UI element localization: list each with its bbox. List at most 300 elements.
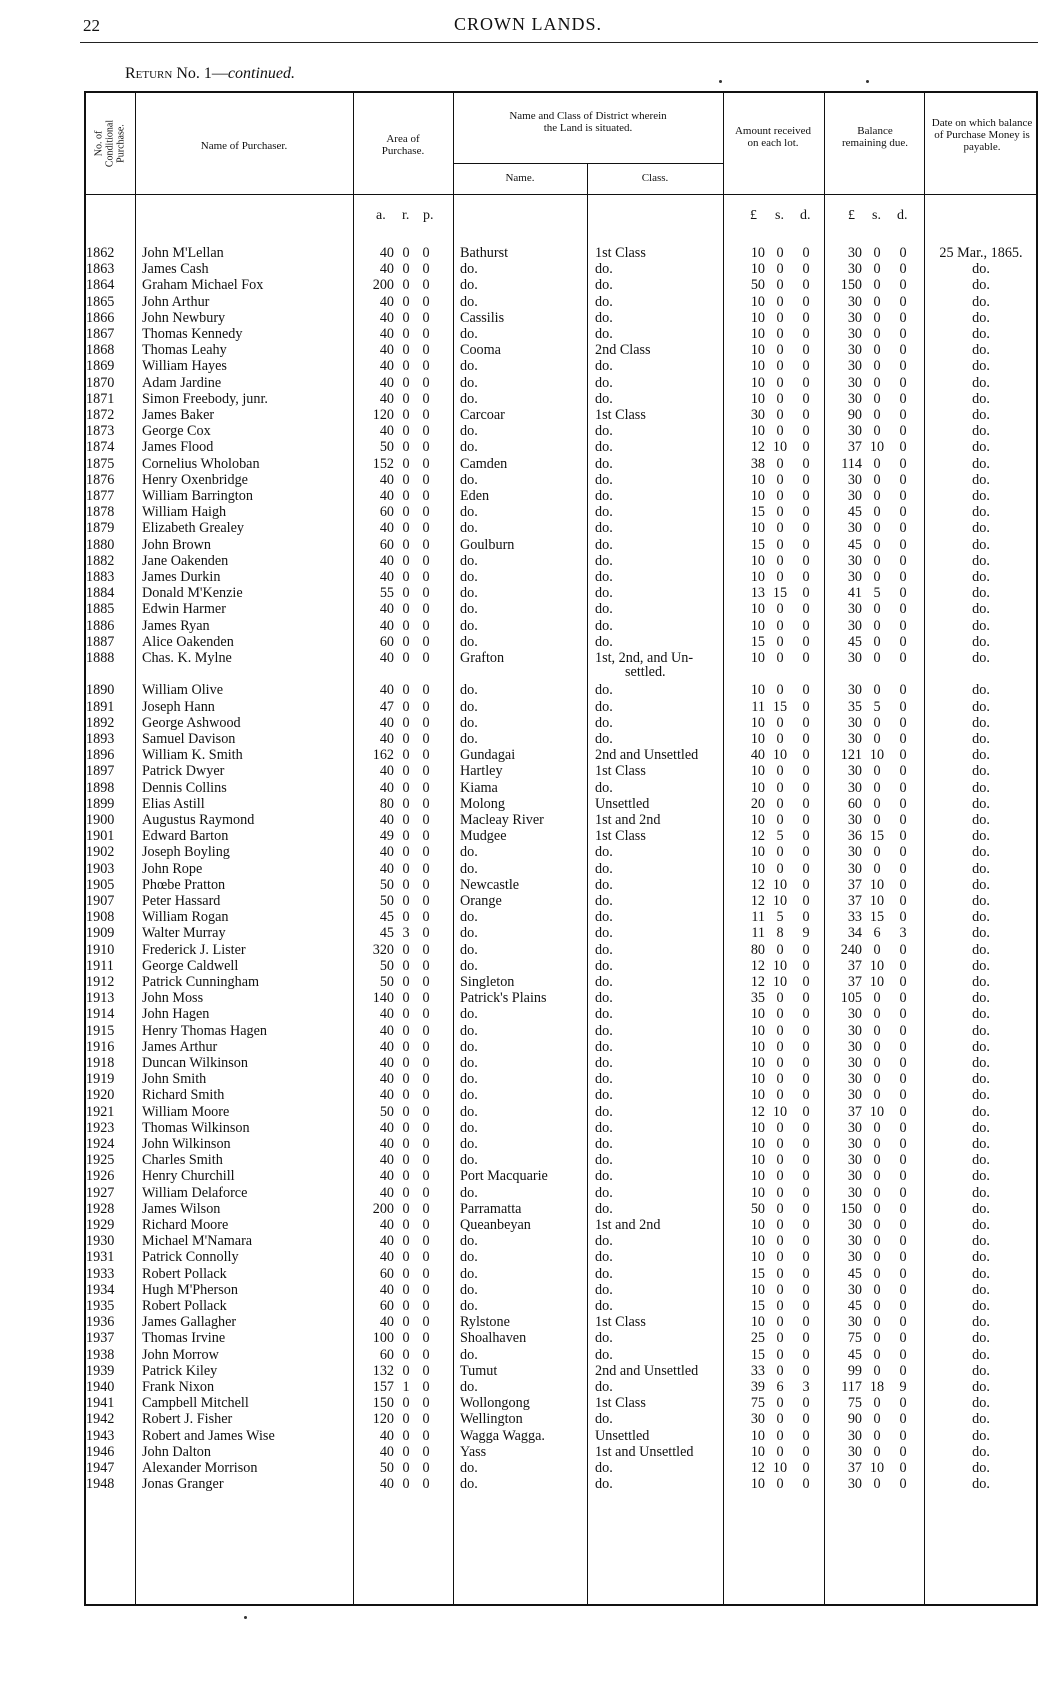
cell-name: Edward Barton xyxy=(142,828,229,845)
table-row xyxy=(0,504,1056,520)
cell-cls: do. xyxy=(595,1038,613,1055)
cell-a: 40 xyxy=(379,1152,394,1169)
cell-bl: 30 xyxy=(847,1136,862,1152)
cell-bl: 30 xyxy=(847,1152,862,1169)
cell-ad: 0 xyxy=(802,1152,810,1169)
cell-no: 1892 xyxy=(86,714,115,731)
cell-no: 1873 xyxy=(86,423,115,440)
cell-p: 0 xyxy=(422,1055,430,1071)
cell-ad: 0 xyxy=(802,1087,810,1104)
cell-bs: 0 xyxy=(873,1411,881,1428)
cell-as: 0 xyxy=(776,1346,784,1363)
cell-bl: 37 xyxy=(847,1460,862,1476)
cell-al: 10 xyxy=(750,1119,765,1136)
cell-bs: 0 xyxy=(873,812,881,828)
cell-dist: do. xyxy=(460,504,478,521)
cell-al: 33 xyxy=(750,1362,765,1379)
cell-al: 10 xyxy=(750,245,765,261)
cell-as: 0 xyxy=(776,990,784,1007)
cell-as: 0 xyxy=(776,1476,784,1493)
cell-no: 1923 xyxy=(86,1119,115,1136)
cell-p: 0 xyxy=(422,714,430,731)
cell-a: 40 xyxy=(379,1443,394,1460)
cell-no: 1902 xyxy=(86,844,115,861)
cell-r: 0 xyxy=(402,893,410,909)
table-row xyxy=(0,1006,1056,1022)
table-row xyxy=(0,844,1056,860)
cell-bd: 0 xyxy=(899,342,907,359)
cell-ad: 0 xyxy=(802,423,810,440)
cell-as: 0 xyxy=(776,1281,784,1298)
table-row xyxy=(0,1136,1056,1152)
cell-p: 0 xyxy=(422,1330,430,1347)
cell-no: 1913 xyxy=(86,990,115,1007)
cell-bd: 9 xyxy=(899,1379,907,1395)
cell-bl: 35 xyxy=(847,698,862,715)
cell-a: 40 xyxy=(379,617,394,634)
cell-dist: do. xyxy=(460,1379,478,1395)
cell-r: 0 xyxy=(402,617,410,634)
table-row xyxy=(0,294,1056,310)
cell-date: do. xyxy=(972,1265,990,1282)
cell-no: 1935 xyxy=(86,1298,115,1314)
cell-cls: do. xyxy=(595,326,613,342)
cell-dist: do. xyxy=(460,1281,478,1298)
cell-bd: 0 xyxy=(899,374,907,391)
cell-dist: do. xyxy=(460,957,478,974)
cell-r: 0 xyxy=(402,374,410,391)
cell-p: 0 xyxy=(422,747,430,764)
cell-r: 0 xyxy=(402,439,410,456)
cell-r: 0 xyxy=(402,1006,410,1023)
cell-a: 40 xyxy=(379,844,394,861)
table-row xyxy=(0,1152,1056,1168)
cell-as: 0 xyxy=(776,1411,784,1428)
cell-date: do. xyxy=(972,374,990,391)
cell-dist: Rylstone xyxy=(460,1314,510,1331)
cell-as: 0 xyxy=(776,1022,784,1039)
cell-date: do. xyxy=(972,536,990,553)
cell-ad: 0 xyxy=(802,342,810,359)
cell-ad: 0 xyxy=(802,585,810,602)
table-row xyxy=(0,812,1056,828)
cell-al: 15 xyxy=(750,536,765,553)
cell-al: 30 xyxy=(750,1411,765,1428)
cell-bl: 30 xyxy=(847,326,862,342)
cell-ad: 0 xyxy=(802,504,810,521)
cell-bs: 0 xyxy=(873,552,881,569)
unit-pound-received: £ xyxy=(750,208,757,223)
cell-cls: do. xyxy=(595,1379,613,1395)
cell-bl: 30 xyxy=(847,471,862,488)
cell-dist: Grafton xyxy=(460,650,505,666)
cell-date: do. xyxy=(972,1379,990,1395)
cell-ad: 0 xyxy=(802,844,810,861)
cell-bl: 36 xyxy=(847,828,862,845)
cell-a: 60 xyxy=(379,1346,394,1363)
cell-r: 0 xyxy=(402,390,410,407)
cell-no: 1915 xyxy=(86,1022,115,1039)
cell-name: Patrick Dwyer xyxy=(142,763,225,780)
cell-r: 0 xyxy=(402,504,410,521)
header-name: Name of Purchaser. xyxy=(200,140,288,152)
cell-r: 0 xyxy=(402,1103,410,1120)
cell-no: 1888 xyxy=(86,650,115,666)
cell-bd: 0 xyxy=(899,763,907,780)
table-row xyxy=(0,1201,1056,1217)
cell-date: do. xyxy=(972,731,990,747)
cell-date: do. xyxy=(972,779,990,796)
cell-bd: 0 xyxy=(899,812,907,828)
cell-p: 0 xyxy=(422,1233,430,1250)
cell-name: Robert and James Wise xyxy=(142,1427,275,1444)
cell-no: 1931 xyxy=(86,1249,115,1266)
cell-a: 45 xyxy=(379,925,394,942)
cell-date: do. xyxy=(972,601,990,618)
cell-name: James Wilson xyxy=(142,1200,221,1217)
cell-al: 50 xyxy=(750,277,765,294)
table-row xyxy=(0,1363,1056,1379)
cell-bd: 0 xyxy=(899,714,907,731)
cell-p: 0 xyxy=(422,941,430,958)
cell-bd: 0 xyxy=(899,650,907,666)
cell-ad: 0 xyxy=(802,860,810,877)
cell-dist: do. xyxy=(460,261,478,278)
cell-dist: do. xyxy=(460,1298,478,1314)
cell-as: 0 xyxy=(776,1168,784,1185)
cell-no: 1880 xyxy=(86,536,115,553)
cell-r: 0 xyxy=(402,1055,410,1071)
cell-p: 0 xyxy=(422,326,430,342)
cell-r: 0 xyxy=(402,569,410,585)
cell-bd: 3 xyxy=(899,925,907,942)
cell-r: 0 xyxy=(402,795,410,812)
table-row xyxy=(0,1476,1056,1492)
cell-bd: 0 xyxy=(899,633,907,650)
cell-cls: do. xyxy=(595,374,613,391)
table-row xyxy=(0,342,1056,358)
cell-bl: 45 xyxy=(847,633,862,650)
cell-r: 0 xyxy=(402,779,410,796)
cell-p: 0 xyxy=(422,1136,430,1152)
cell-bl: 37 xyxy=(847,876,862,893)
cell-cls: do. xyxy=(595,423,613,440)
cell-al: 10 xyxy=(750,1443,765,1460)
cell-r: 0 xyxy=(402,1184,410,1201)
cell-p: 0 xyxy=(422,876,430,893)
cell-al: 10 xyxy=(750,731,765,747)
cell-name: William Olive xyxy=(142,682,223,699)
cell-date: do. xyxy=(972,277,990,294)
cell-p: 0 xyxy=(422,439,430,456)
cell-p: 0 xyxy=(422,1379,430,1395)
cell-p: 0 xyxy=(422,342,430,359)
cell-ad: 0 xyxy=(802,1298,810,1314)
cell-as: 0 xyxy=(776,569,784,585)
cell-p: 0 xyxy=(422,682,430,699)
cell-a: 40 xyxy=(379,471,394,488)
table-row xyxy=(0,1428,1056,1444)
cell-al: 10 xyxy=(750,860,765,877)
cell-r: 0 xyxy=(402,650,410,666)
cell-dist: do. xyxy=(460,601,478,618)
cell-al: 38 xyxy=(750,455,765,472)
cell-dist: do. xyxy=(460,1346,478,1363)
table-row xyxy=(0,1168,1056,1184)
class-continuation: settled. xyxy=(625,664,666,680)
cell-bs: 0 xyxy=(873,423,881,440)
cell-al: 30 xyxy=(750,407,765,423)
cell-cls: do. xyxy=(595,1119,613,1136)
cell-date: do. xyxy=(972,633,990,650)
cell-bd: 0 xyxy=(899,1330,907,1347)
cell-r: 3 xyxy=(402,925,410,942)
header-district-name: Name. xyxy=(505,172,535,184)
cell-date: 25 Mar., 1865. xyxy=(939,245,1023,261)
cell-no: 1863 xyxy=(86,261,115,278)
cell-name: John Dalton xyxy=(142,1443,211,1460)
cell-dist: do. xyxy=(460,471,478,488)
cell-r: 0 xyxy=(402,1395,410,1412)
cell-ad: 0 xyxy=(802,488,810,504)
cell-date: do. xyxy=(972,1249,990,1266)
cell-bs: 0 xyxy=(873,1217,881,1233)
cell-name: Walter Murray xyxy=(142,925,226,942)
cell-al: 50 xyxy=(750,1200,765,1217)
cell-date: do. xyxy=(972,1103,990,1120)
cell-ad: 0 xyxy=(802,957,810,974)
cell-no: 1946 xyxy=(86,1443,115,1460)
cell-al: 10 xyxy=(750,358,765,375)
table-row xyxy=(0,1071,1056,1087)
cell-cls: do. xyxy=(595,1071,613,1088)
cell-date: do. xyxy=(972,1411,990,1428)
cell-p: 0 xyxy=(422,1168,430,1185)
cell-dist: do. xyxy=(460,1022,478,1039)
cell-name: John Brown xyxy=(142,536,211,553)
cell-cls: do. xyxy=(595,1006,613,1023)
cell-bl: 30 xyxy=(847,731,862,747)
cell-a: 40 xyxy=(379,1071,394,1088)
cell-bd: 0 xyxy=(899,731,907,747)
cell-as: 10 xyxy=(772,439,788,456)
cell-al: 40 xyxy=(750,747,765,764)
cell-al: 12 xyxy=(750,957,765,974)
cell-a: 40 xyxy=(379,714,394,731)
cell-al: 10 xyxy=(750,1152,765,1169)
cell-bs: 0 xyxy=(873,1038,881,1055)
cell-as: 10 xyxy=(772,974,788,990)
cell-cls: do. xyxy=(595,390,613,407)
cell-cls: do. xyxy=(595,1055,613,1071)
cell-ad: 0 xyxy=(802,747,810,764)
table-row xyxy=(0,1282,1056,1298)
cell-bl: 30 xyxy=(847,520,862,537)
table-row xyxy=(0,277,1056,293)
cell-date: do. xyxy=(972,1233,990,1250)
table-row xyxy=(0,391,1056,407)
cell-al: 10 xyxy=(750,374,765,391)
table-row xyxy=(0,537,1056,553)
cell-as: 0 xyxy=(776,1298,784,1314)
cell-name: Joseph Hann xyxy=(142,698,215,715)
cell-name: Augustus Raymond xyxy=(142,812,255,828)
cell-name: Alice Oakenden xyxy=(142,633,234,650)
cell-r: 0 xyxy=(402,860,410,877)
cell-no: 1924 xyxy=(86,1136,115,1152)
cell-bs: 10 xyxy=(869,439,885,456)
cell-name: Henry Churchill xyxy=(142,1168,235,1185)
cell-as: 10 xyxy=(772,1103,788,1120)
cell-p: 0 xyxy=(422,1071,430,1088)
cell-ad: 0 xyxy=(802,390,810,407)
cell-dist: do. xyxy=(460,374,478,391)
cell-r: 0 xyxy=(402,1281,410,1298)
cell-bs: 0 xyxy=(873,342,881,359)
unit-acres: a. xyxy=(376,208,386,223)
cell-ad: 0 xyxy=(802,552,810,569)
cell-al: 10 xyxy=(750,617,765,634)
cell-ad: 0 xyxy=(802,1265,810,1282)
cell-bd: 0 xyxy=(899,455,907,472)
table-row xyxy=(0,1233,1056,1249)
cell-p: 0 xyxy=(422,1314,430,1331)
cell-bs: 0 xyxy=(873,779,881,796)
cell-no: 1910 xyxy=(86,941,115,958)
cell-no: 1887 xyxy=(86,633,115,650)
cell-al: 20 xyxy=(750,795,765,812)
cell-ad: 0 xyxy=(802,909,810,926)
cell-cls: do. xyxy=(595,1136,613,1152)
cell-name: Patrick Connolly xyxy=(142,1249,239,1266)
cell-p: 0 xyxy=(422,860,430,877)
cell-a: 40 xyxy=(379,1281,394,1298)
cell-p: 0 xyxy=(422,520,430,537)
cell-as: 0 xyxy=(776,844,784,861)
table-row xyxy=(0,553,1056,569)
cell-name: George Ashwood xyxy=(142,714,241,731)
cell-p: 0 xyxy=(422,990,430,1007)
cell-r: 0 xyxy=(402,552,410,569)
cell-al: 10 xyxy=(750,1184,765,1201)
cell-dist: Singleton xyxy=(460,974,515,990)
cell-a: 80 xyxy=(379,795,394,812)
cell-bd: 0 xyxy=(899,261,907,278)
cell-al: 12 xyxy=(750,439,765,456)
cell-ad: 0 xyxy=(802,941,810,958)
cell-r: 0 xyxy=(402,682,410,699)
cell-cls: do. xyxy=(595,633,613,650)
cell-r: 0 xyxy=(402,957,410,974)
cell-cls: 1st Class xyxy=(595,1314,646,1331)
cell-date: do. xyxy=(972,585,990,602)
cell-r: 0 xyxy=(402,407,410,423)
cell-p: 0 xyxy=(422,569,430,585)
cell-r: 0 xyxy=(402,633,410,650)
cell-p: 0 xyxy=(422,795,430,812)
cell-as: 0 xyxy=(776,860,784,877)
cell-p: 0 xyxy=(422,488,430,504)
cell-name: John Morrow xyxy=(142,1346,219,1363)
cell-p: 0 xyxy=(422,893,430,909)
cell-p: 0 xyxy=(422,1006,430,1023)
cell-r: 0 xyxy=(402,747,410,764)
cell-bd: 0 xyxy=(899,390,907,407)
cell-name: Frederick J. Lister xyxy=(142,941,246,958)
cell-bl: 117 xyxy=(841,1379,862,1395)
cell-name: John Rope xyxy=(142,860,203,877)
cell-a: 40 xyxy=(379,552,394,569)
cell-date: do. xyxy=(972,876,990,893)
cell-a: 50 xyxy=(379,893,394,909)
cell-al: 10 xyxy=(750,1055,765,1071)
cell-as: 10 xyxy=(772,957,788,974)
cell-ad: 0 xyxy=(802,617,810,634)
cell-date: do. xyxy=(972,1314,990,1331)
cell-as: 0 xyxy=(776,1362,784,1379)
cell-p: 0 xyxy=(422,423,430,440)
table-row xyxy=(0,1104,1056,1120)
cell-no: 1875 xyxy=(86,455,115,472)
cell-bl: 99 xyxy=(847,1362,862,1379)
cell-p: 0 xyxy=(422,1281,430,1298)
cell-name: Campbell Mitchell xyxy=(142,1395,249,1412)
cell-al: 10 xyxy=(750,1233,765,1250)
table-row xyxy=(0,747,1056,763)
cell-name: William Haigh xyxy=(142,504,227,521)
cell-no: 1919 xyxy=(86,1071,115,1088)
cell-a: 40 xyxy=(379,682,394,699)
cell-name: James Baker xyxy=(142,407,215,423)
cell-bl: 30 xyxy=(847,1022,862,1039)
cell-no: 1947 xyxy=(86,1460,115,1476)
cell-a: 49 xyxy=(379,828,394,845)
cell-dist: do. xyxy=(460,326,478,342)
cell-r: 0 xyxy=(402,1330,410,1347)
cell-r: 1 xyxy=(402,1379,410,1395)
cell-no: 1884 xyxy=(86,585,115,602)
cell-dist: do. xyxy=(460,1119,478,1136)
cell-name: John Newbury xyxy=(142,309,226,326)
table-row xyxy=(0,1395,1056,1411)
cell-cls: 1st Class xyxy=(595,245,646,261)
cell-bs: 6 xyxy=(873,925,881,942)
cell-no: 1885 xyxy=(86,601,115,618)
cell-bd: 0 xyxy=(899,1476,907,1493)
cell-name: Phœbe Pratton xyxy=(142,876,226,893)
cell-bs: 0 xyxy=(873,390,881,407)
cell-ad: 0 xyxy=(802,650,810,666)
cell-ad: 0 xyxy=(802,1136,810,1152)
cell-ad: 0 xyxy=(802,326,810,342)
cell-date: do. xyxy=(972,990,990,1007)
cell-bs: 5 xyxy=(873,585,881,602)
cell-a: 40 xyxy=(379,601,394,618)
cell-dist: Kiama xyxy=(460,779,498,796)
cell-p: 0 xyxy=(422,1443,430,1460)
cell-a: 157 xyxy=(372,1379,394,1395)
cell-cls: 2nd and Unsettled xyxy=(595,747,699,764)
cell-al: 10 xyxy=(750,569,765,585)
unit-pence-balance: d. xyxy=(897,208,908,223)
cell-cls: do. xyxy=(595,876,613,893)
cell-a: 40 xyxy=(379,342,394,359)
cell-no: 1900 xyxy=(86,812,115,828)
cell-date: do. xyxy=(972,1136,990,1152)
cell-date: do. xyxy=(972,293,990,310)
table-row xyxy=(0,877,1056,893)
cell-r: 0 xyxy=(402,974,410,990)
